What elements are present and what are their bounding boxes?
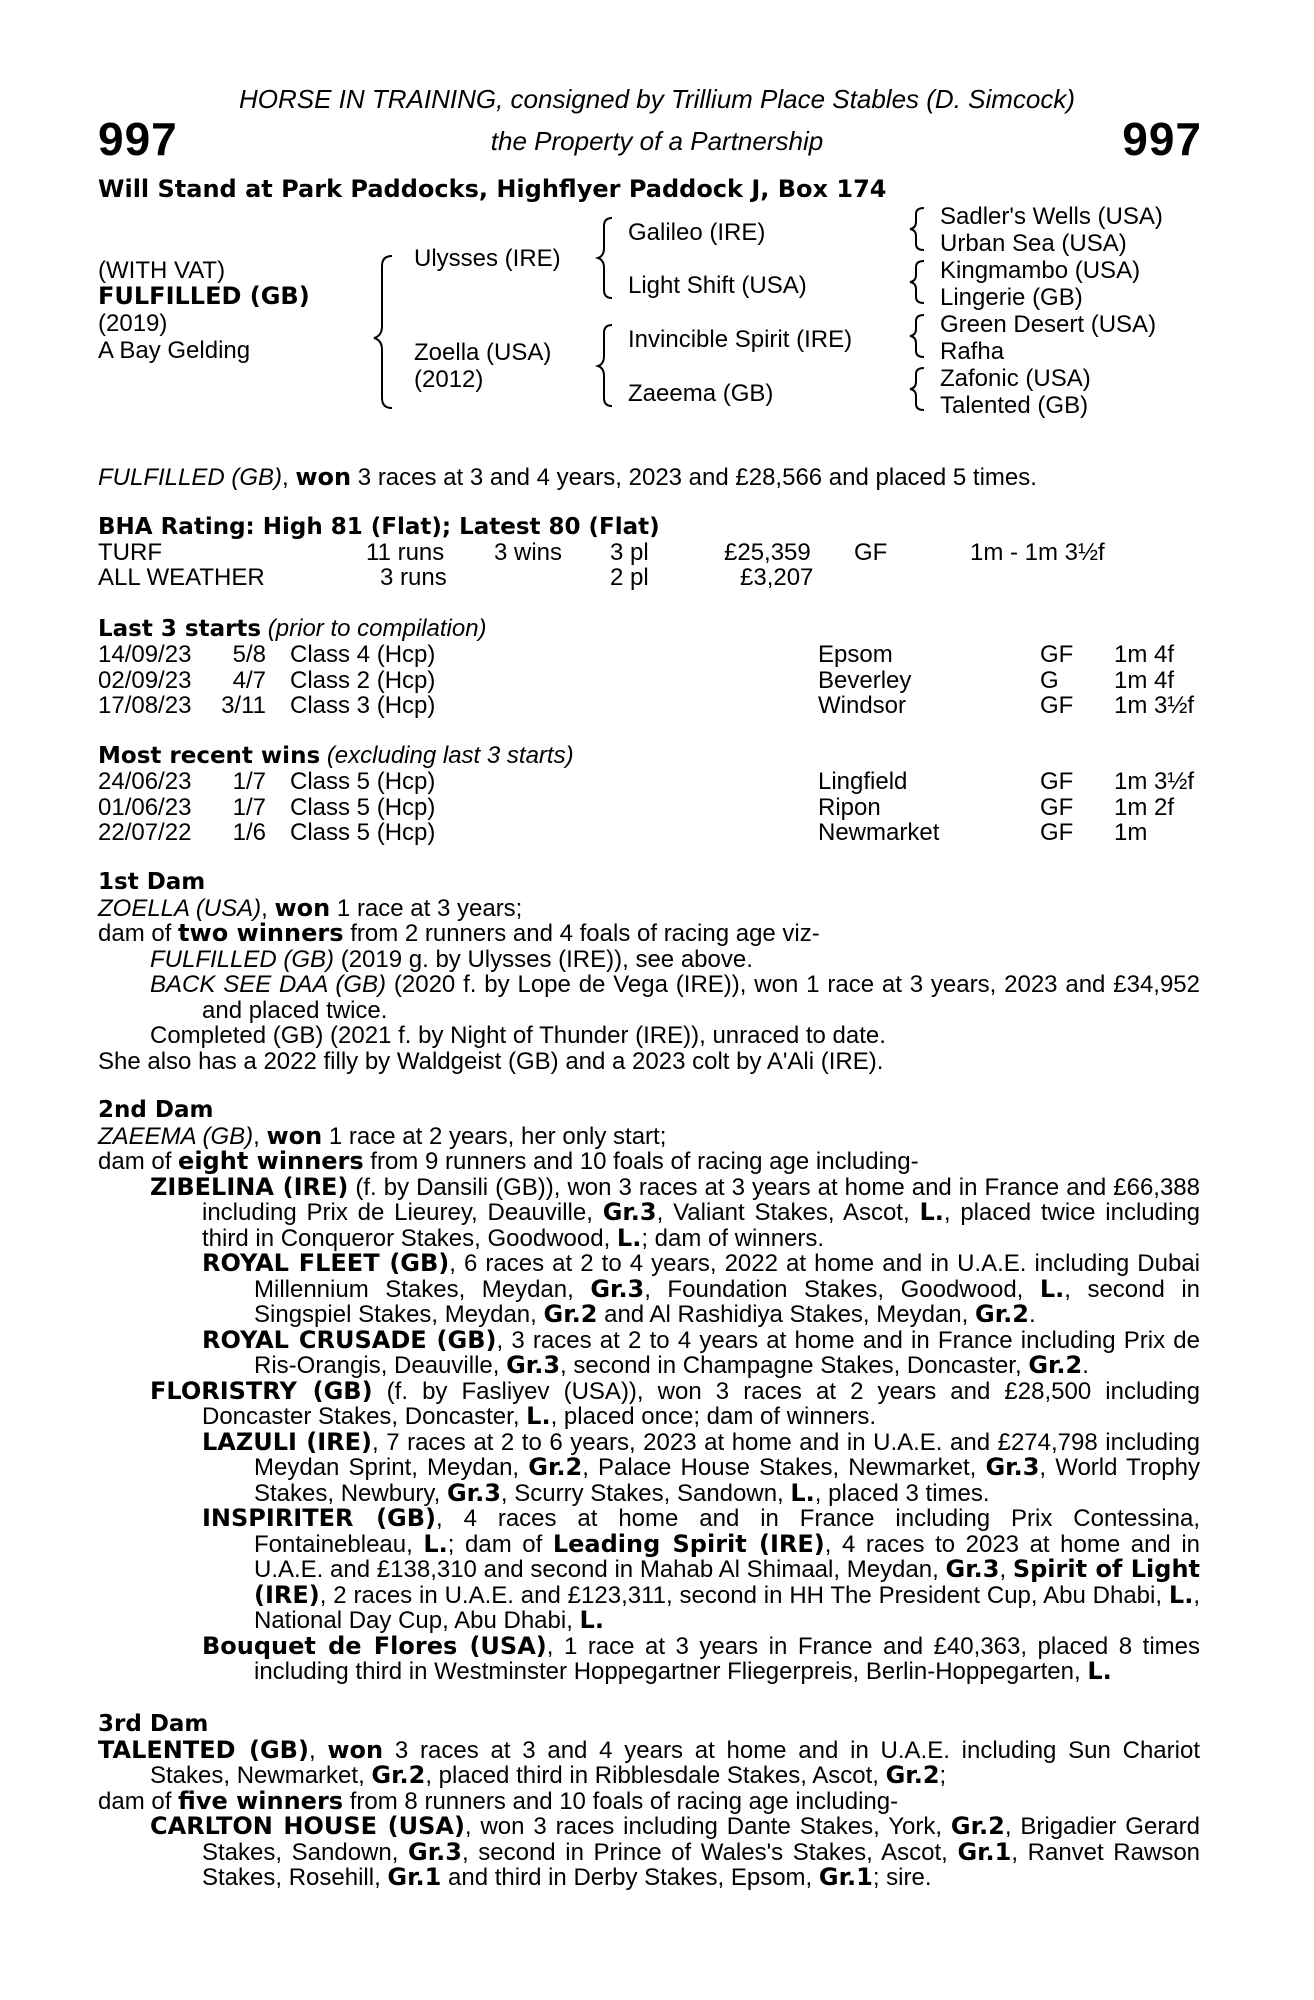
royal-crusade-text-b: , second in Champagne Stakes, Doncaster, — [560, 1352, 1022, 1379]
royal-fleet-text-c: , second in Singspiel Stakes, Meydan, — [254, 1275, 1201, 1328]
grade-badge: Gr.3 — [446, 1478, 501, 1507]
grade-badge: Gr.2 — [371, 1761, 426, 1789]
pedigree-g7: Zafonic (USA) — [940, 365, 1091, 392]
foal-2-name: BACK SEE DAA (GB) — [150, 971, 387, 998]
horse-description: A Bay Gelding — [98, 337, 251, 364]
recent-title: Most recent wins — [98, 743, 321, 769]
summary-horse-name: FULFILLED (GB) — [98, 464, 283, 491]
third-dam-text-b: , placed third in Ribblesdale Stakes, Ascot, — [425, 1762, 879, 1789]
page-subtitle: the Property of a Partnership — [490, 126, 824, 156]
first-dam-foals: from 2 runners and 4 foals of racing age viz- — [350, 920, 820, 947]
lot-number-right: 997 — [1122, 113, 1202, 165]
pedigree-g2: Urban Sea (USA) — [940, 230, 1127, 257]
race-going: GF — [1040, 641, 1074, 668]
recent-note: (excluding last 3 starts) — [326, 742, 574, 769]
third-dam-line1: TALENTED (GB), won 3 races at 3 and 4 years at home and in U.A.E. including Sun Chariot Stakes, Newmarket, Gr.2, placed third in Ribblesdale Stakes, Ascot, Gr.2; — [98, 1735, 1200, 1789]
race-going: GF — [1040, 768, 1074, 795]
turf-going: GF — [854, 539, 888, 566]
listed-badge: L. — [1168, 1580, 1194, 1609]
floristry-entry — [98, 1376, 1200, 1430]
listed-badge: L. — [526, 1402, 551, 1430]
second-dam-foals: from 9 runners and 10 foals of racing age including- — [370, 1148, 919, 1175]
pedigree-dam-year: (2012) — [414, 366, 484, 393]
first-dam-line2 — [98, 921, 1200, 947]
turf-wins: 3 wins — [494, 539, 563, 566]
race-date: 22/07/22 — [98, 819, 192, 846]
third-dam-won: won — [327, 1735, 384, 1764]
rating-title: BHA Rating: High 81 (Flat); Latest 80 (Flat) — [98, 514, 660, 540]
aw-runs: 3 runs — [380, 564, 447, 591]
vat-label: (WITH VAT) — [98, 257, 226, 284]
listed-badge: L. — [790, 1478, 815, 1507]
first-dam-winners: two winners — [178, 919, 344, 947]
lot-number-left: 997 — [98, 113, 178, 165]
pedigree-g5: Green Desert (USA) — [940, 311, 1157, 338]
lazuli-text-e: , placed 3 times. — [814, 1479, 990, 1507]
grade-badge: Gr.2 — [975, 1300, 1029, 1328]
grade-badge: Gr.2 — [543, 1300, 598, 1328]
pedigree-g6: Rafha — [940, 338, 1005, 365]
lazuli-text-d: , Scurry Stakes, Sandown, — [500, 1479, 784, 1507]
race-date: 14/09/23 — [98, 641, 192, 668]
race-date: 24/06/23 — [98, 768, 192, 795]
zibelina-name: ZIBELINA (IRE) — [150, 1172, 349, 1201]
race-going: GF — [1040, 692, 1074, 719]
listed-badge: L. — [1039, 1274, 1065, 1303]
lazuli-entry — [98, 1427, 1200, 1507]
race-distance: 1m 4f — [1114, 641, 1175, 668]
race-position: 3/11 — [221, 692, 266, 719]
listed-badge: L. — [423, 1529, 448, 1558]
race-class: Class 5 (Hcp) — [290, 768, 436, 795]
second-dam-title: 2nd Dam — [98, 1097, 214, 1123]
grade-badge: Gr.3 — [945, 1555, 1000, 1583]
zibelina-text-d: ; dam of winners. — [641, 1224, 825, 1252]
pedigree-sire-dam: Light Shift (USA) — [628, 272, 807, 299]
zibelina-entry — [98, 1172, 1201, 1252]
bouquet-name: Bouquet de Flores (USA) — [202, 1631, 547, 1660]
foal-2-record: (2020 f. by Lope de Vega (IRE)), won 1 race at 3 years, 2023 and £34,952 and placed twice. — [202, 971, 1200, 1024]
pedigree-dam-sire: Invincible Spirit (IRE) — [628, 326, 853, 353]
grade-badge: Gr.1 — [818, 1863, 873, 1891]
race-distance: 1m 3½f — [1114, 768, 1195, 795]
inspiriter-text-a: , 4 races at home and in France including Prix Contessina, Fontainebleau, — [254, 1505, 1200, 1558]
second-dam-record: 1 race at 2 years, her only start; — [328, 1122, 667, 1150]
race-date: 17/08/23 — [98, 692, 192, 719]
zibelina-text-c: , placed twice including third in Conqueror Stakes, Goodwood, — [202, 1199, 1201, 1252]
carlton-text-a: , won 3 races including Dante Stakes, York, — [464, 1813, 942, 1840]
pedigree-dam: Zoella (USA) — [414, 339, 552, 366]
inspiriter-text-e: , 2 races in U.A.E. and £123,311, second in HH The President Cup, Abu Dhabi, — [319, 1581, 1163, 1609]
pedigree-g4: Lingerie (GB) — [940, 284, 1083, 311]
race-position: 1/7 — [232, 793, 266, 821]
race-position: 5/8 — [232, 641, 266, 668]
race-class: Class 2 (Hcp) — [290, 666, 436, 694]
listed-badge: L. — [1087, 1657, 1112, 1685]
bouquet-entry — [98, 1631, 1200, 1685]
grade-badge: Gr.3 — [506, 1351, 561, 1379]
lazuli-text-c: , World Trophy Stakes, Newbury, — [254, 1454, 1200, 1507]
race-class: Class 5 (Hcp) — [290, 819, 436, 846]
race-course: Lingfield — [818, 768, 908, 795]
last3-heading — [98, 616, 487, 642]
race-distance: 1m 3½f — [1114, 692, 1195, 719]
pedigree-sire: Ulysses (IRE) — [414, 245, 561, 272]
spirit-of-light-name: Spirit of Light (IRE) — [254, 1555, 1201, 1609]
race-position: 1/7 — [232, 768, 266, 795]
turf-runs: 11 runs — [366, 539, 445, 566]
royal-fleet-text-e: . — [1028, 1301, 1036, 1328]
second-dam-line2 — [98, 1149, 1200, 1175]
royal-crusade-name: ROYAL CRUSADE (GB) — [202, 1325, 497, 1354]
last3-title: Last 3 starts — [98, 616, 262, 642]
page-title: HORSE IN TRAINING, consigned by Trillium Place Stables (D. Simcock) — [238, 84, 1076, 114]
summary-line: FULFILLED (GB), won 3 races at 3 and 4 years, 2023 and £28,566 and placed 5 times. — [98, 463, 1037, 491]
inspiriter-name: INSPIRITER (GB) — [202, 1504, 436, 1532]
lazuli-text-b: , Palace House Stakes, Newmarket, — [582, 1454, 977, 1481]
lazuli-text-a: , 7 races at 2 to 6 years, 2023 at home and in U.A.E. and £274,798 including Meydan Sprint, Meydan, — [254, 1428, 1200, 1481]
listed-badge: L. — [919, 1198, 944, 1226]
race-position: 1/6 — [232, 819, 266, 846]
lazuli-name: LAZULI (IRE) — [202, 1427, 372, 1456]
first-dam-name: ZOELLA (USA) — [98, 894, 262, 922]
race-distance: 1m 4f — [1114, 666, 1175, 694]
inspiriter-text-f: , National Day Cup, Abu Dhabi, — [254, 1581, 1200, 1634]
first-dam-record: 1 race at 3 years; — [336, 894, 523, 922]
race-course: Newmarket — [818, 819, 940, 846]
race-class: Class 4 (Hcp) — [290, 641, 436, 668]
carlton-text-c: , second in Prince of Wales's Stakes, Ascot, — [461, 1838, 948, 1866]
turf-distance: 1m - 1m 3½f — [970, 539, 1105, 566]
grade-badge: Gr.2 — [950, 1812, 1005, 1840]
royal-fleet-text-a: , 6 races at 2 to 4 years, 2022 at home and in U.A.E. including Dubai Millennium Stakes, Meydan, — [254, 1250, 1200, 1303]
second-dam-line1: ZAEEMA (GB), won 1 race at 2 years, her only start; — [98, 1121, 667, 1150]
royal-fleet-text-d: and Al Rashidiya Stakes, Meydan, — [604, 1301, 969, 1328]
first-dam-foal-2 — [98, 972, 1200, 1023]
foal-1-record: (2019 g. by Ulysses (IRE)), see above. — [340, 945, 753, 973]
carlton-house-entry — [98, 1814, 1200, 1891]
pedigree-g1: Sadler's Wells (USA) — [940, 203, 1163, 230]
royal-crusade-text-c: . — [1082, 1352, 1089, 1379]
floristry-text-a: (f. by Fasliyev (USA)), won 3 races at 2 years and £28,500 including Doncaster Stakes, Doncaster, — [202, 1377, 1200, 1430]
inspiriter-text-b: ; dam of — [447, 1530, 543, 1558]
second-dam-won: won — [266, 1121, 323, 1150]
grade-badge: Gr.1 — [387, 1863, 442, 1891]
third-dam-foals: from 8 runners and 10 foals of racing age including- — [349, 1787, 899, 1815]
race-course: Beverley — [818, 666, 912, 694]
grade-badge: Gr.3 — [602, 1198, 657, 1226]
pedigree-g3: Kingmambo (USA) — [940, 257, 1141, 284]
grade-badge: Gr.2 — [1028, 1351, 1083, 1379]
turf-money: £25,359 — [724, 539, 811, 566]
race-course: Ripon — [818, 793, 881, 821]
race-date: 01/06/23 — [98, 793, 192, 821]
first-dam-won: won — [274, 893, 331, 922]
first-dam-foal-4: She also has a 2022 filly by Waldgeist (GB) and a 2023 colt by A'Ali (IRE). — [98, 1047, 884, 1075]
first-dam-line1: ZOELLA (USA), won 1 race at 3 years; — [98, 893, 523, 922]
first-dam-title: 1st Dam — [98, 869, 206, 895]
third-dam-name: TALENTED (GB) — [98, 1735, 309, 1764]
leading-spirit-name: Leading Spirit (IRE) — [552, 1529, 825, 1558]
race-going: GF — [1040, 819, 1074, 846]
aw-placed: 2 pl — [610, 564, 649, 591]
grade-badge: Gr.3 — [985, 1453, 1040, 1481]
horse-year: (2019) — [98, 310, 168, 337]
third-dam-section — [98, 1712, 1200, 1891]
aw-money: £3,207 — [740, 564, 814, 591]
race-distance: 1m 2f — [1114, 793, 1175, 821]
race-course: Epsom — [818, 641, 893, 668]
carlton-text-e: and third in Derby Stakes, Epsom, — [448, 1864, 813, 1891]
grade-badge: Gr.2 — [885, 1761, 940, 1789]
inspiriter-text-d: , — [999, 1556, 1007, 1583]
first-dam-section — [98, 870, 1200, 1074]
aw-label: ALL WEATHER — [98, 564, 265, 591]
grade-badge: Gr.1 — [957, 1837, 1012, 1866]
race-class: Class 3 (Hcp) — [290, 692, 436, 719]
second-dam-section — [98, 1098, 1200, 1685]
bouquet-text-a: , 1 race at 3 years in France and £40,363, placed 8 times including third in Westminster Hoppegartner Fliegerpreis, Berlin-Hoppegarten, — [254, 1632, 1200, 1685]
first-dam-foal-1 — [98, 947, 1200, 973]
third-dam-dam-of: dam of — [98, 1787, 172, 1815]
pedigree-sire-sire: Galileo (IRE) — [628, 219, 766, 246]
pedigree-dam-dam: Zaeema (GB) — [628, 380, 774, 407]
turf-placed: 3 pl — [610, 539, 649, 566]
race-going: GF — [1040, 793, 1074, 821]
grade-badge: Gr.2 — [528, 1453, 583, 1481]
second-dam-dam-of: dam of — [98, 1148, 172, 1175]
third-dam-text-a: 3 races at 3 and 4 years at home and in U.A.E. including Sun Chariot Stakes, Newmarket, — [150, 1736, 1200, 1789]
carlton-text-d: , Ranvet Rawson Stakes, Rosehill, — [202, 1838, 1201, 1891]
royal-crusade-text-a: , 3 races at 2 to 4 years at home and in France including Prix de Ris-Orangis, Deauville, — [254, 1326, 1200, 1379]
third-dam-text-c: ; — [939, 1762, 947, 1789]
pedigree-g8: Talented (GB) — [940, 392, 1089, 419]
third-dam-line2 — [98, 1786, 1200, 1815]
summary-text: 3 races at 3 and 4 years, 2023 and £28,566 and placed 5 times. — [357, 464, 1037, 491]
first-dam-dam-of: dam of — [98, 920, 172, 947]
last3-note: (prior to compilation) — [267, 615, 487, 642]
foal-1-name: FULFILLED (GB) — [150, 945, 335, 973]
inspiriter-text-c: , 4 races to 2023 at home and in U.A.E. and £138,310 and second in Mahab Al Shimaal, Meydan, — [254, 1530, 1201, 1583]
summary-won: won — [295, 463, 352, 491]
carlton-house-name: CARLTON HOUSE (USA) — [150, 1812, 465, 1840]
floristry-name: FLORISTRY (GB) — [150, 1376, 373, 1405]
first-dam-foal-3: Completed (GB) (2021 f. by Night of Thunder (IRE)), unraced to date. — [150, 1022, 886, 1049]
royal-crusade-entry — [98, 1325, 1200, 1379]
carlton-text-f: ; sire. — [872, 1864, 932, 1891]
grade-badge: Gr.3 — [408, 1837, 462, 1866]
third-dam-title: 3rd Dam — [98, 1711, 209, 1737]
listed-badge: L. — [579, 1606, 604, 1634]
turf-label: TURF — [98, 539, 162, 566]
grade-badge: Gr.3 — [590, 1274, 645, 1303]
stand-location: Will Stand at Park Paddocks, Highflyer Paddock J, Box 174 — [98, 175, 887, 203]
race-position: 4/7 — [232, 666, 266, 694]
race-date: 02/09/23 — [98, 666, 192, 694]
race-distance: 1m — [1114, 819, 1148, 846]
race-class: Class 5 (Hcp) — [290, 793, 436, 821]
recent-heading — [98, 743, 574, 769]
horse-name: FULFILLED (GB) — [98, 282, 310, 310]
zibelina-text-b: , Valiant Stakes, Ascot, — [656, 1199, 910, 1226]
carlton-text-b: , Brigadier Gerard Stakes, Sandown, — [202, 1813, 1200, 1866]
race-going: G — [1040, 666, 1059, 694]
royal-fleet-name: ROYAL FLEET (GB) — [202, 1249, 450, 1277]
royal-fleet-entry — [98, 1251, 1200, 1328]
inspiriter-entry — [98, 1506, 1200, 1634]
third-dam-winners: five winners — [178, 1786, 344, 1815]
floristry-text-b: , placed once; dam of winners. — [550, 1403, 877, 1430]
royal-fleet-text-b: , Foundation Stakes, Goodwood, — [644, 1275, 1024, 1303]
listed-badge: L. — [616, 1223, 642, 1252]
zibelina-text-a: (f. by Dansili (GB)), won 3 races at 3 years at home and in France and £66,388 including Prix de Lieurey, Deauville, — [202, 1173, 1201, 1226]
second-dam-name: ZAEEMA (GB) — [98, 1122, 254, 1150]
second-dam-winners: eight winners — [178, 1147, 364, 1175]
race-course: Windsor — [818, 692, 907, 719]
